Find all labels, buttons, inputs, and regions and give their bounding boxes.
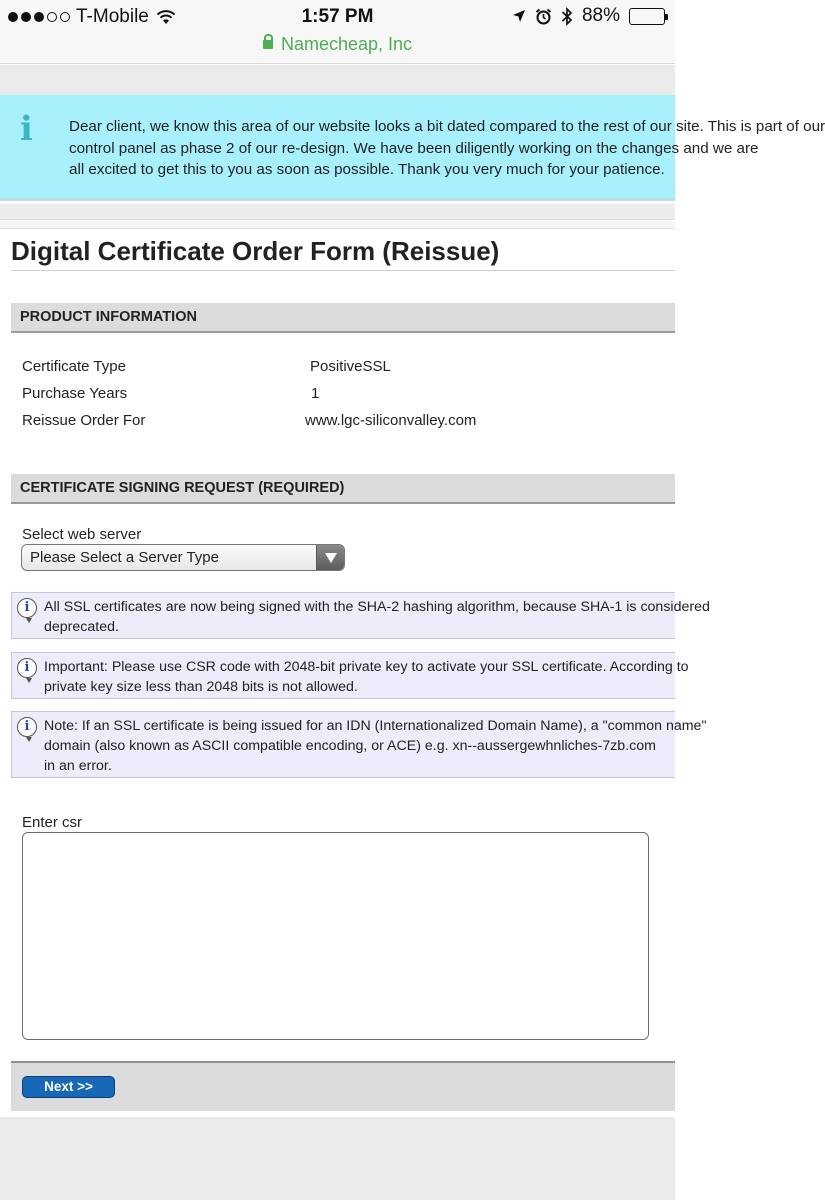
alert-line: in an error. <box>44 757 112 774</box>
csr-section-header: CERTIFICATE SIGNING REQUEST (REQUIRED) <box>11 474 675 504</box>
info-bubble-icon: i <box>17 598 37 618</box>
notice-message <box>69 116 825 181</box>
info-bubble-icon: i <box>17 717 37 737</box>
reissue-order-for-label: Reissue Order For <box>22 412 146 429</box>
clock: 1:57 PM <box>301 6 374 27</box>
purchase-years-value: 1 <box>311 385 320 402</box>
enter-csr-label: Enter csr <box>22 814 83 831</box>
lock-icon <box>263 40 273 49</box>
alert-line: domain (also known as ASCII compatible encoding, or ACE) e.g. xn--aussergewhnliches-7zb.com <box>44 737 656 754</box>
alert-line: private key size less than 2048 bits is not allowed. <box>44 678 358 695</box>
certificate-type-value: PositiveSSL <box>310 358 391 375</box>
bluetooth-icon <box>561 7 573 26</box>
page-bottom-spacer <box>0 1117 675 1200</box>
alarm-clock-icon <box>535 8 552 25</box>
carrier-name: T-Mobile <box>76 6 149 27</box>
alert-line: All SSL certificates are now being signed with the SHA-2 hashing algorithm, because SHA-1 is considered <box>44 599 710 615</box>
info-icon: i <box>20 109 33 149</box>
battery-icon <box>629 8 665 25</box>
battery-percent: 88% <box>581 5 620 26</box>
sha2-info-alert <box>11 592 710 639</box>
divider <box>0 204 675 220</box>
site-name: Namecheap, Inc <box>280 34 413 54</box>
purchase-years-label: Purchase Years <box>22 385 128 402</box>
divider <box>0 221 675 229</box>
alert-line: deprecated. <box>44 618 119 635</box>
reissue-order-for-value: www.lgc-siliconvalley.com <box>305 412 477 429</box>
chevron-down-icon <box>316 545 344 570</box>
next-button[interactable]: Next >> <box>22 1076 115 1098</box>
alert-line: Note: If an SSL certificate is being issued for an IDN (Internationalized Domain Name), a "common name" <box>44 718 707 734</box>
idn-info-alert <box>11 711 707 778</box>
notice-line: Dear client, we know this area of our website looks a bit dated compared to the rest of our site. This is part of our <box>69 118 825 135</box>
alert-line: Important: Please use CSR code with 2048-bit private key to activate your SSL certificate. According to <box>44 659 689 675</box>
alert-text <box>44 658 694 698</box>
web-server-select-value: Please Select a Server Type <box>30 549 219 566</box>
alert-text <box>44 598 710 638</box>
web-server-select[interactable] <box>21 544 345 571</box>
redesign-notice-banner <box>0 95 825 201</box>
status-icons <box>512 5 665 27</box>
select-web-server-label: Select web server <box>22 526 142 543</box>
location-arrow-icon <box>512 9 526 23</box>
info-bubble-icon: i <box>17 658 37 678</box>
product-information-header: PRODUCT INFORMATION <box>11 303 675 333</box>
csr-textarea[interactable] <box>22 832 649 1040</box>
site-identity <box>0 34 675 55</box>
page-title: Digital Certificate Order Form (Reissue) <box>11 236 500 266</box>
notice-line: all excited to get this to you as soon as possible. Thank you very much for your patience. <box>69 161 665 178</box>
alert-text <box>44 717 707 776</box>
title-underline <box>11 270 675 271</box>
key-size-info-alert <box>11 652 689 699</box>
notice-line: control panel as phase 2 of our re-design. We have been diligently working on the changes and we are <box>69 139 759 157</box>
top-spacer <box>0 65 675 95</box>
certificate-type-label: Certificate Type <box>22 358 126 375</box>
ios-status-bar <box>0 0 675 64</box>
